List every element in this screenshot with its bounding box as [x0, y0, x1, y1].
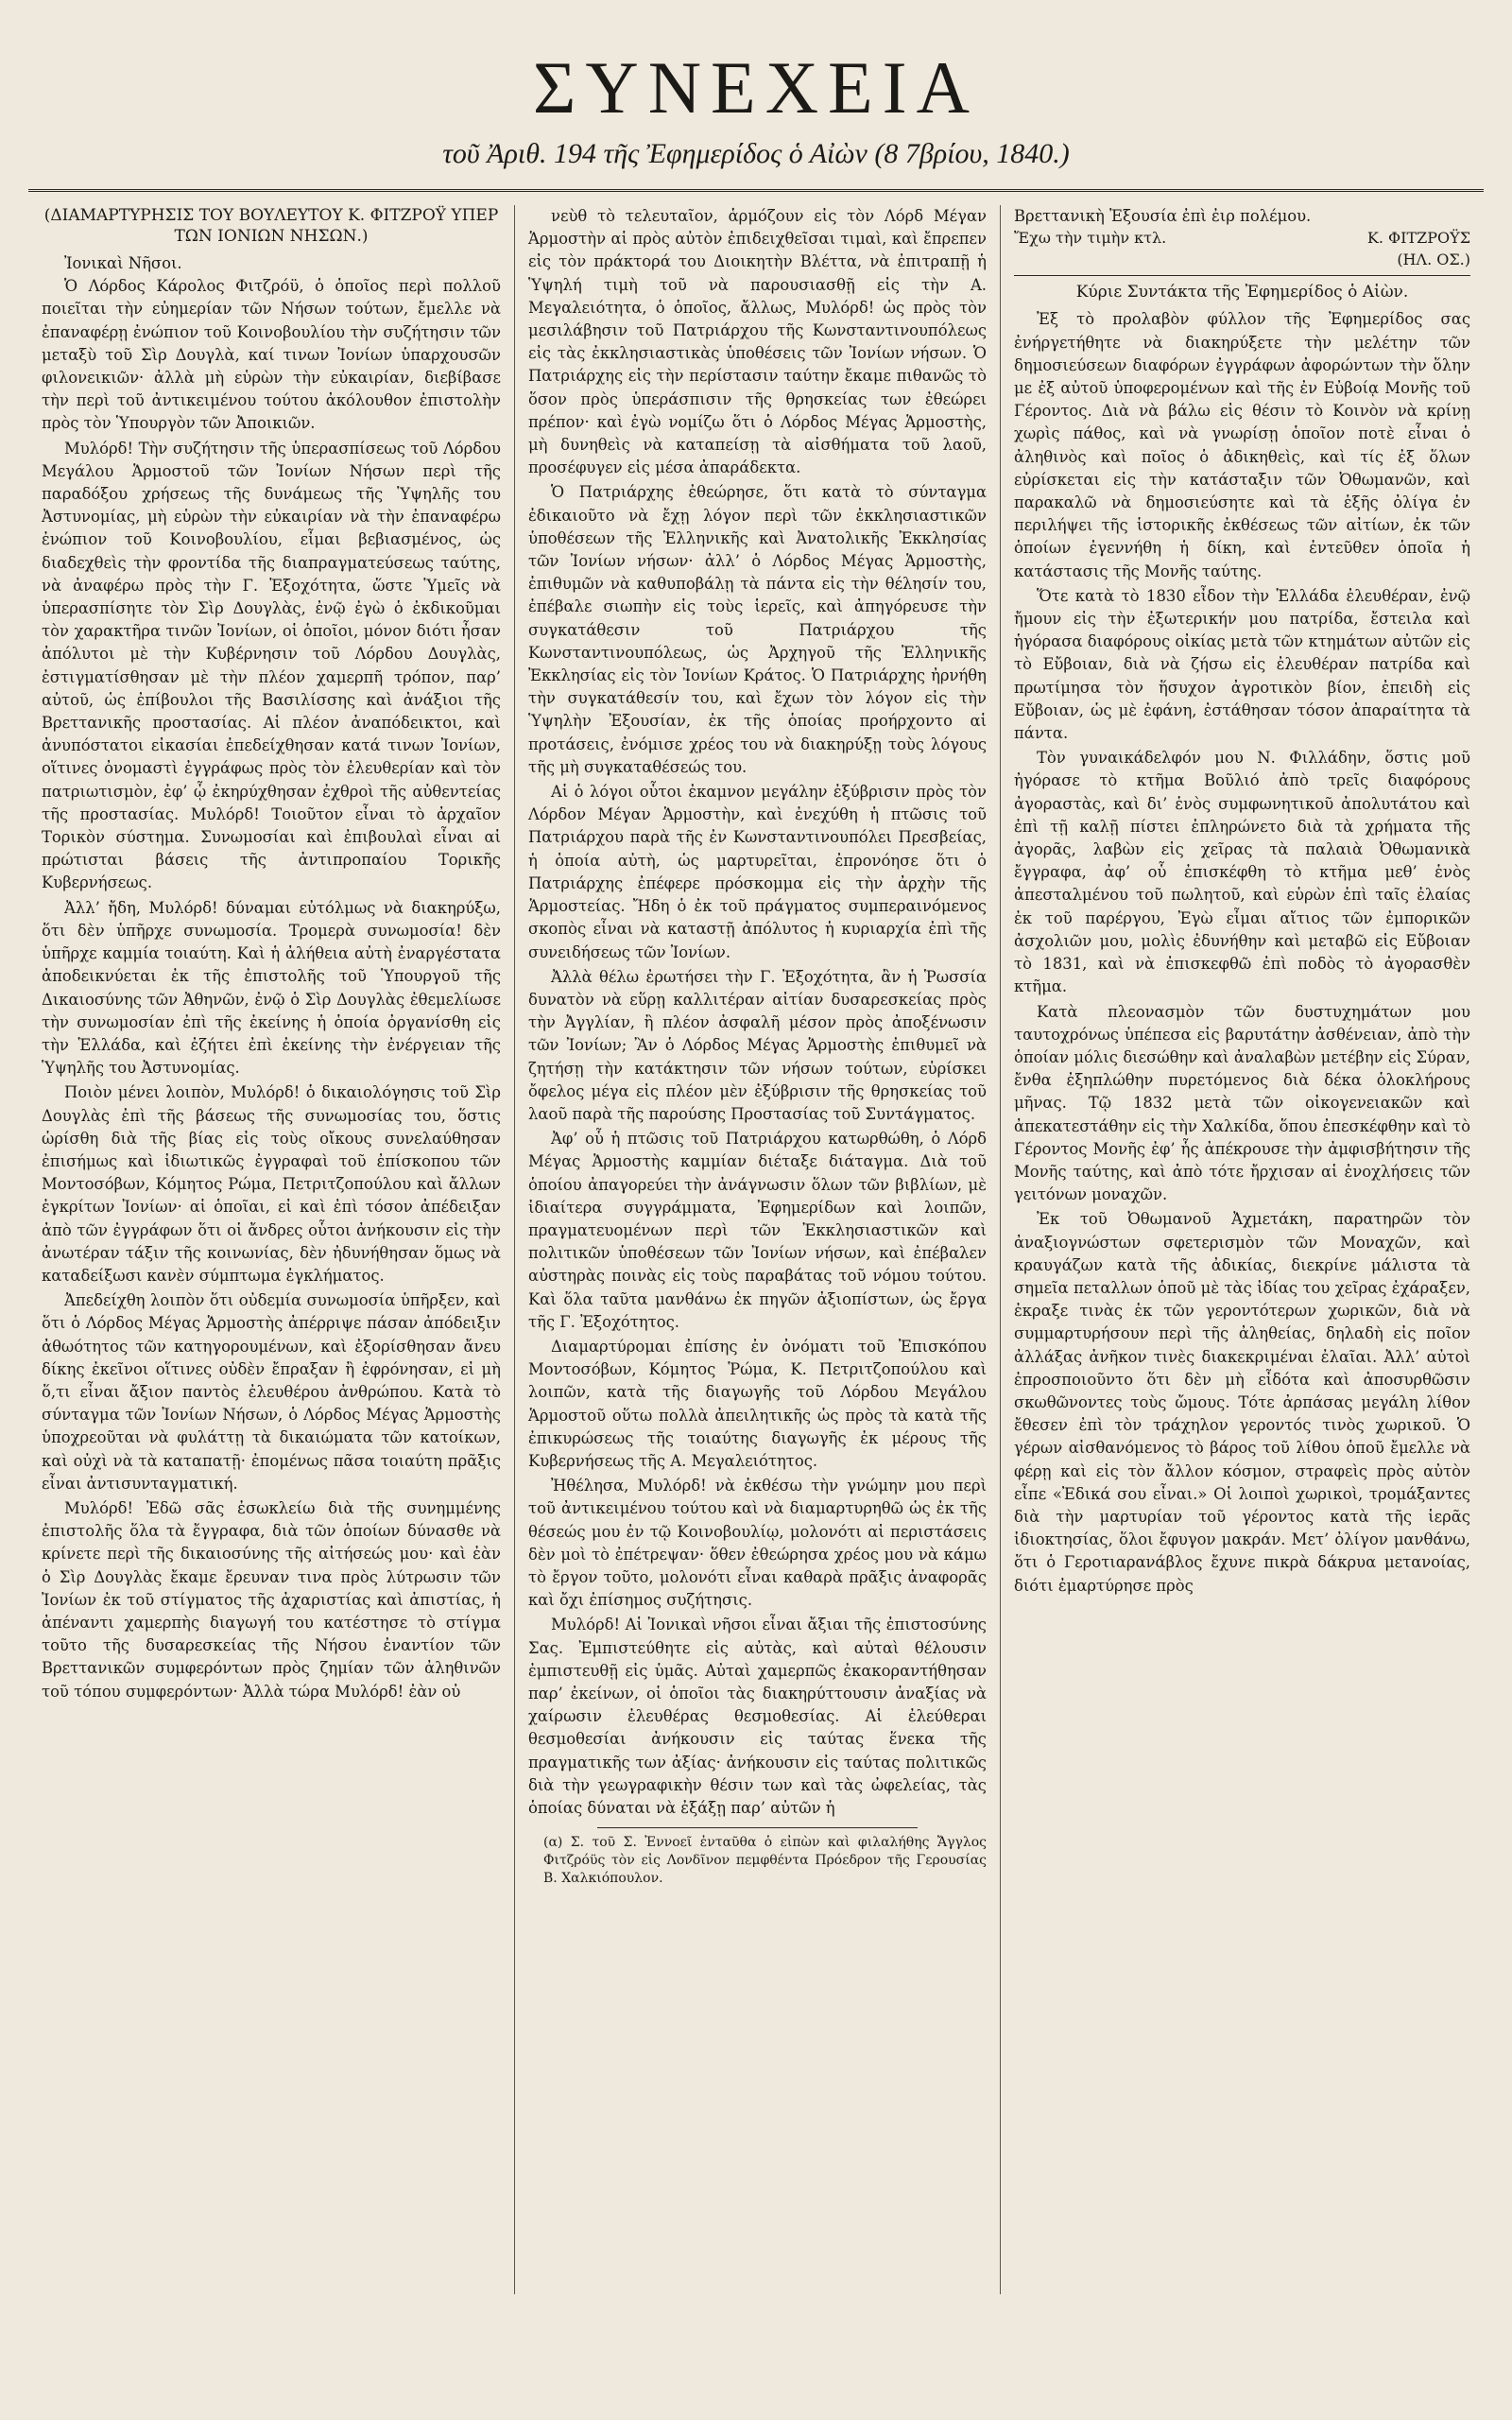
paragraph: Ἀλλ’ ἤδη, Μυλόρδ! δύναμαι εὐτόλμως νὰ διακηρύξω, ὅτι δὲν ὑπῆρχε συνωμοσία. Τρομερὰ συνωμοσία! δὲν ὑπῆρχε καμμία τοιαύτη. Καὶ ἡ ἀλήθεια αὐτὴ ἐναργέστατα ἀποδεικνύεται ἐκ τῆς ἐπιστολῆς τοῦ Ὑπουργοῦ τῆς Δικαιοσύνης τῶν Ἀθηνῶν, ἐνῷ ὁ Σὶρ Δουγλὰς ἐθεμελίωσε τὴν συνωμοσίαν ἐπὶ τῆς ἐκείνης ἡ ὁποία ὀργανίσθη εἰς τὴν Ἑλλάδα, καὶ ἐζήτει ἐπὶ ἐκείνης τὴν ἐνέργειαν τῆς Ὑψηλῆς του Ἀστυνομίας.: [42, 898, 501, 1078]
paragraph: Ἐξ τὸ προλαβὸν φύλλον τῆς Ἐφημερίδος σας ἐνήργετήθητε νὰ διακηρύξετε τὴν μελέτην τῶν δημοσιεύσεων διαφόρων ἐγγράφων ἀφορώντων τὴν ὅλην με ἐξ αὐτοῦ ὑποφερομένων καὶ τῆς ἐν Εὐβοίᾳ Μονῆς τοῦ Γέροντος. Διὰ νὰ βάλω εἰς θέσιν τὸ Κοινὸν νὰ κρίνῃ χωρὶς πάθος, καὶ νὰ γνωρίσῃ ὁποῖον ποτὲ εἶναι ὁ ἀληθινὸς καὶ ποῖος ὁ ἀδικηθεὶς, καὶ τίς ἐξ ὅλων εὐρίσκεται εἰς τὴν κατάσταξιν τῶν Ὀθωμανῶν, καὶ παρακαλῶ νὰ δημοσιεύσητε καὶ τὰ ἑξῆς ὀλίγα ἐν περιλήψει τῆς ἱστορικῆς ἐκθέσεως τῶν αἰτίων, ἐκ τῶν ὁποίων ἐγεννήθη ἡ δίκη, καὶ ἐντεῦθεν ὁποῖα ἡ κατάστασις τῆς Μονῆς ταύτης.: [1014, 310, 1470, 580]
column-2: [514, 205, 1000, 2294]
paragraph: Τὸν γυναικάδελφόν μου Ν. Φιλλάδην, ὅστις μοῦ ἠγόρασε τὸ κτῆμα Βοῦλιό ἀπὸ τρεῖς διαφόρους ἀγοραστὰς, καὶ δι’ ἑνὸς συμφωνητικοῦ ἀπολυτάτου καὶ ἐπὶ τῇ καλῇ πίστει ἐπληρώνετο διὰ τὰ χρήματα τῆς ἀγορᾶς, λαβὼν εἰς χεῖρας τὰ παλαιὰ Ὀθωμανικὰ ἔγγραφα, ἀφ’ οὗ ἐπισκέφθη τὸ κτῆμα μεθ’ ἑνὸς ἀπεσταλμένου τοῦ πωλητοῦ, καὶ εὑρὼν ἐπὶ ταῖς ἐλαίας ἐκ τοῦ παρέργου, Ἐγὼ εἶμαι αἴτιος τῶν ἐμπορικῶν ἀσχολιῶν μου, μολὶς ἐδυνήθην καὶ μεταβῶ εἰς Εὔβοιαν τὸ 1831, καὶ νὰ ἐπισκεφθῶ ἐπὶ ποδὸς τὸ ἀγορασθὲν κτῆμα.: [1014, 749, 1470, 996]
paragraph: Ὁ Πατριάρχης ἐθεώρησε, ὅτι κατὰ τὸ σύνταγμα ἐδικαιοῦτο νὰ ἔχῃ λόγον περὶ τῶν ἐκκλησιαστικῶν ὑποθέσεων τῆς Ἑλληνικῆς καὶ Ἀνατολικῆς Ἐκκλησίας τῶν Ἰονίων νήσων· ἀλλ’ ὁ Λόρδος Μέγας Ἁρμοστὴς, ἐπιθυμῶν νὰ καθυποβάλῃ τὰ πάντα εἰς τὴν θέλησίν του, ἐπέβαλε σιωπὴν εἰς τοὺς ἱερεῖς, καὶ ἀπηγόρευσε τὴν συγκατάθεσιν τοῦ Πατριάρχου τῆς Κωνσταντινουπόλεως, ὡς Ἀρχηγοῦ τῆς Ἑλληνικῆς Ἐκκλησίας εἰς τὸν Ἰονίων Κράτος. Ὁ Πατριάρχης ἠρνήθη τὴν συγκατάθεσίν του, καὶ ἔχων τὸν λόγον εἰς τὴν Ὑψηλὴν Ἐξουσίαν, ἐκ τῆς ὁποίας προήρχοντο αἱ προτάσεις, ἐνόμισε χρέος του νὰ διακηρύξῃ τοὺς λόγους τῆς μὴ συγκαταθέσεώς του.: [528, 483, 987, 776]
letter-heading: Κύριε Συντάκτα τῆς Ἐφημερίδος ὁ Αἰὼν.: [1075, 283, 1409, 302]
masthead-rule: [28, 189, 1484, 192]
masthead: [28, 45, 1484, 170]
footnote: (α) Σ. τοῦ Σ. Ἐννοεῖ ἐνταῦθα ὁ εἰπὼν καὶ φιλαλήθης Ἄγγλος Φιτζρόϋς τὸν εἰς Λονδῖνον πεμφθέντα Πρόεδρον τῆς Γερουσίας Β. Χαλκιόπουλον.: [543, 1835, 987, 1887]
paragraph: Ἠθέλησα, Μυλόρδ! νὰ ἐκθέσω τὴν γνώμην μου περὶ τοῦ ἀντικειμένου τούτου καὶ νὰ διαμαρτυρηθῶ ὡς ἐκ τῆς θέσεώς μου ἐν τῷ Κοινοβουλίῳ, μολονότι αἱ περιστάσεις δὲν μοὶ τὸ ἐπέτρεψαν· ὅθεν ἐθεώρησα χρέος μου νὰ κάμω τὸ ἔργον τοῦτο, μολονότι εἶναι καθαρὰ πρᾶξις ἀναφορᾶς καὶ ὄχι ἐπίσημος συζήτησις.: [528, 1477, 987, 1610]
footnote-rule: [597, 1827, 919, 1828]
paragraph: Ὅτε κατὰ τὸ 1830 εἶδον τὴν Ἑλλάδα ἐλευθέραν, ἐνῷ ἤμουν εἰς τὴν ἐξωτερικήν μου πατρίδα, ἔστειλα καὶ ἡγόρασα διαφόρους οἰκίας μετὰ τῶν κτημάτων αὐτῶν εἰς τὸ Εὔβοιαν, διὰ νὰ ζήσω εἰς ἐλευθέραν πατρίδα καὶ πρωτίμησα τὸν ἥσυχον ἀγροτικὸν βίον, ἐπειδὴ εἰς Εὔβοιαν, ὡς μὲ ἐφάνη, ἐστάθησαν τόσον ἀπαραίτητα τὰ πάντα.: [1014, 586, 1470, 743]
column-3: [1000, 205, 1484, 2294]
paragraph: Ποιὸν μένει λοιπὸν, Μυλόρδ! ὁ δικαιολόγησις τοῦ Σὶρ Δουγλὰς ἐπὶ τῆς βάσεως τῆς συνωμοσίας του, ὅστις ὡρίσθη διὰ τῆς βίας εἰς τοὺς οἴκους συνελαύθησαν ἐπισήμως καὶ ἰδιωτικῶς ἐγγραφαὶ τοῦ ἐπίσκοπου τῶν Μοντοσόβων, Κόμητος Ρώμα, Πετριτζοπούλου καὶ ἄλλων ἐγκρίτων Ἰονίων· αἱ ὁποῖαι, εἰ καὶ ἐπὶ τόσον ἀπέδειξαν ἀπὸ τῶν ἐγγράφων ὅτι οἱ ἄνδρες οὗτοι ἀνήκουσιν εἰς τὴν ἀνωτέραν τάξιν τῆς κοινωνίας, δὲν ἠδυνήθησαν ὅμως νὰ καταδείξωσι κανὲν σύμπτωμα ἐγκλήματος.: [42, 1083, 501, 1285]
paragraph: Μυλόρδ! Ἐδῶ σᾶς ἐσωκλείω διὰ τῆς συνημμένης ἐπιστολῆς ὅλα τὰ ἔγγραφα, διὰ τῶν ὁποίων δύνασθε νὰ κρίνετε περὶ τῆς δικαιοσύνης τῆς αἰτήσεώς μου· καὶ ἐὰν ὁ Σὶρ Δουγλὰς ἔκαμε ἔρευναν τινα πρὸς λύτρωσιν τῶν Ἰονίων ἐκ τοῦ στίγματος τῆς ἀχαριστίας καὶ ἀπιστίας, ἡ ἀπέναντι χαμερπὴς διαγωγή του κατέστησε τὸ στίγμα τοῦτο τῆς δυσαρεσκείας τῆς Νήσου ἐναντίον τῶν Βρεττανικῶν συμφερόντων πρὸς ζημίαν τῶν ἀληθινῶν τοῦ τόπου συμφερόντων· Ἀλλὰ τώρα Μυλόρδ! ἐὰν οὐ: [42, 1498, 501, 1701]
lead-line: Βρεττανικὴ Ἐξουσία ἐπὶ ἐιρ πολέμου.: [1014, 207, 1312, 225]
paragraph: Ἐκ τοῦ Ὀθωμανοῦ Ἀχμετάκη, παρατηρῶν τὸν ἀναξιογνώστων σφετερισμὸν τῶν Μοναχῶν, καὶ κραυγάζων κατὰ τῆς ἀδικίας, διεκρίνε μάλιστα τὰ σημεῖα πεταλλων ὁποῦ μὲ τὰς ἰδίας του χεῖρας ἐχάραξεν, ἐκραξε τινὰς ἐκ τῶν γεροντότερων χωρικῶν, διὰ νὰ συμμαρτυρήσουν περὶ τῆς ἀληθείας, δηλαδὴ εἰς ποῖον ἀλλάξας ἀνῆκον τινὲς διακεκριμέναι ἐλαῖαι. Ἀλλ’ αὐτοὶ ἐπροσποιοῦντο ὅτι δὲν μὴ εἶδότα καὶ ἀποσυρθῶσιν σκωθῶνοντες τοὺς ὤμους. Τότε ἀρπάσας μεγάλη λίθον ἔθεσεν ἐπὶ τὸν τράχηλον γεροντός τινὸς χωρικοῦ. Ὁ γέρων αἰσθανόμενος τὸ βάρος τοῦ λίθου ὁποῦ ἔμελλε νὰ φέρῃ καὶ εἰς τὸν ἄλλον κόσμον, στραφεὶς πρὸς αὐτὸν εἶπε «Ἐδικά σου εἶναι.» Οἱ λοιποὶ χωρικοὶ, τρομάξαντες διὰ τὴν μαρτυρίαν τοῦ γέροντος κατὰ τῆς ἱερᾶς ἰδιοκτησίας, ὅλοι ἔφυγον μακράν. Μετ’ ὀλίγον μανθάνω, ὅτι ὁ Γεροτιαρανάβλος ἔχυνε πικρὰ δάκρυα μετανοίας, διότι ἐμαρτύρησε πρὸς: [1014, 1210, 1470, 1595]
paragraph: νεὺθ τὸ τελευταῖον, ἁρμόζουν εἰς τὸν Λόρδ Μέγαν Ἁρμοστὴν αἱ πρὸς αὐτὸν ἐπιδειχθεῖσαι τιμαὶ, καὶ ἔπρεπεν εἰς τὸν πράκτορά του Διοικητὴν Βλέττα, νὰ ἐπιτραπῇ ἡ Ὑψηλή τιμὴ τοῦ νὰ παρουσιασθῇ εἰς τὴν Α. Μεγαλειότητα, ὁ ὁποῖος, ἄλλως, Μυλόρδ! ὡς πρὸς τὸν μεσιλάβησιν τοῦ Πατριάρχου τῆς Κωνσταντινουπόλεως εἰς τὰς ἐκκλησιαστικὰς ὑποθέσεις τῶν Ἰονίων νήσων. Ὁ Πατριάρχης εἰς τὴν περίστασιν ταύτην ἔκαμε πιθανῶς τὸ ὅσον πρὸς ὑπεράσπισιν τῆς θρησκείας των ἐθεώρει πρέπον· καὶ ἐγὼ νομίζω ὅτι ὁ Λόρδος Μέγας Ἁρμοστὴς, μὴ δυνηθεὶς νὰ καταπείσῃ τὰ αἰσθήματα τοῦ λαοῦ, προσέφυγεν εἰς μέσα ἀπαράδεκτα.: [528, 207, 987, 477]
page-title: ΣΥΝΕΧΕΙΑ: [533, 46, 979, 129]
paragraph: Κατὰ πλεονασμὸν τῶν δυστυχημάτων μου ταυτοχρόνως ὑπέπεσα εἰς βαρυτάτην ἀσθένειαν, ἀπὸ τὴν ὁποίαν μόλις διεσώθην καὶ ἀναλαβὼν μετέβην εἰς Σύραν, ἔνθα ἐξηπλώθην πυρετόμενος διὰ δέκα ὁλοκλήρους μῆνας. Τῷ 1832 μετὰ τῶν οἰκογενειακῶν καὶ ἀπεκατεστάθην εἰς τὴν Χαλκίδα, ὅπου ἐπεσκέφθην καὶ τὸ Γέροντος Μονῆς ἐφ’ ἧς ἀπέκρουσε τὴν ἀμφισβήτησιν τῆς Μονῆς ταύτης, καὶ ἀπὸ τότε ἤρχισαν αἱ ἐνοχλήσεις τῶν γειτόνων μοναχῶν.: [1014, 1002, 1470, 1204]
paragraph: Διαμαρτύρομαι ἐπίσης ἐν ὀνόματι τοῦ Ἐπισκόπου Μοντοσόβων, Κόμητος Ῥώμα, Κ. Πετριτζοπούλου καὶ λοιπῶν, κατὰ τῆς διαγωγῆς τοῦ Λόρδου Μεγάλου Ἁρμοστοῦ οὕτω πολλὰ ἀπειλητικῆς ὡς πρὸς τὰ κατὰ τῆς ἐπικυρώσεως τῆς τοιαύτης διαγωγῆς ἐκ μέρους τῆς Κυβερνήσεως τῆς Α. Μεγαλειότητος.: [528, 1337, 987, 1470]
paragraph: Ἀπεδείχθη λοιπὸν ὅτι οὐδεμία συνωμοσία ὑπῆρξεν, καὶ ὅτι ὁ Λόρδος Μέγας Ἁρμοστὴς ἀπέρριψε πάσαν ἀπόδειξιν ἀθωότητος τῶν κατηγορουμένων, καὶ ἐξορίσθησαν ἄνευ δίκης ἐκεῖνοι οἵτινες οὐδὲν ἔπραξαν ἢ ἐφρόνησαν, εἰ μὴ ὅ,τι εἶναι ἄξιον παντὸς ἐλευθέρου ἀνθρώπου. Κατὰ τὸ σύνταγμα τῶν Ἰονίων Νήσων, ὁ Λόρδος Μέγας Ἁρμοστὴς ὑποχρεοῦται νὰ φυλάττῃ τὰ δικαιώματα τῶν κατοίκων, καὶ οὐχὶ νὰ τὰ καταπατῇ· ἐπομένως πᾶσα τοιαύτη πρᾶξις εἶναι ἀντισυνταγματική.: [42, 1291, 501, 1493]
paragraph: Μυλόρδ! Αἱ Ἰονικαὶ νῆσοι εἶναι ἄξιαι τῆς ἐπιστοσύνης Σας. Ἐμπιστεύθητε εἰς αὐτὰς, καὶ αὐταὶ θέλουσιν ἐμπιστευθῇ εἰς ὑμᾶς. Αὐταὶ χαμερπῶς ἐκακοραντήθησαν παρ’ ἐκείνων, οἱ ὁποῖοι τὰς διακηρύττουσιν ἀναξίας νὰ χαίρωσιν ἐλευθέρας θεσμοθεσίας. Αἱ ἐλεύθεραι θεσμοθεσίαι ἀνήκουσιν εἰς ταύτας ἕνεκα τῆς πραγματικῆς των ἀξίας· ἀνήκουσιν εἰς ταύτας πολιτικῶς διὰ τὴν γεωγραφικὴν θέσιν των καὶ τὰς ὠφελείας, τὰς ὁποίας δύναται νὰ ἐξάξῃ παρ’ αὐτῶν ἡ: [528, 1616, 987, 1818]
paragraph: Ἀφ’ οὗ ἡ πτῶσις τοῦ Πατριάρχου κατωρθώθη, ὁ Λόρδ Μέγας Ἁρμοστὴς καμμίαν διέταξε διάταγμα. Διὰ τοῦ ὁποίου ἀπαγορεύει τὴν ἀνάγνωσιν ὅλων τῶν βιβλίων, μὲ ἰδιαίτερα συγγράμματα, Ἐφημερίδων καὶ λοιπῶν, πραγματευομένων περὶ τῶν Ἐκκλησιαστικῶν καὶ πολιτικῶν ὑποθέσεων τῶν Ἰονίων νήσων, καὶ ἐπέβαλεν αὐστηρὰς ποινὰς εἰς τοὺς παραβάτας τοῦ νόμου τούτου. Καὶ ὅλα ταῦτα μανθάνω ἐκ πηγῶν ἀξιοπίστων, ὡς ἔργα τῆς Γ. Ἐξοχότητος.: [528, 1130, 987, 1331]
columns: [28, 205, 1484, 2294]
signature-block: [1014, 228, 1470, 249]
signature-address: (ΗΛ. ΟΣ.): [1397, 251, 1470, 269]
article-heading: (ΔΙΑΜΑΡΤΥΡΗΣΙΣ ΤΟΥ ΒΟΥΛΕΥΤΟΥ Κ. ΦΙΤΖΡΟΫ ΥΠΕΡ ΤΩΝ ΙΟΝΙΩΝ ΝΗΣΩΝ.): [43, 206, 499, 246]
paragraph: Αἱ ὁ λόγοι οὗτοι ἐκαμνον μεγάλην ἐξύβρισιν πρὸς τὸν Λόρδον Μέγαν Ἁρμοστὴν, καὶ ἐνεχύθη ἡ πτῶσις τοῦ Πατριάρχου παρὰ τῆς ἐν Κωνσταντινουπόλει Πρεσβείας, ἡ ὁποία αὐτὴ, ὡς μαρτυρεῖται, ἐπρονόησε ὅτι ὁ Πατριάρχης ἐπέφερε πρόσκομμα εἰς τὴν ἀρχὴν τῆς Ἁρμοστείας. Ἤδη ὁ ἐκ τοῦ πράγματος συμπεραινόμενος σκοπὸς εἶναι νὰ καταστῇ ἀπόλυτος ἡ κυριαρχία ἐπὶ τῆς συνειδήσεως τῶν Ἰονίων.: [528, 783, 987, 961]
paragraph: Ἀλλὰ θέλω ἐρωτήσει τὴν Γ. Ἐξοχότητα, ἂν ἡ Ῥωσσία δυνατὸν νὰ εὕρῃ καλλιτέραν αἰτίαν δυσαρεσκείας πρὸς τὴν Ἀγγλίαν, ἢ πλέον ἀσφαλῆ μέσον πρὸς ἀποξένωσιν τῶν Ἰονίων; Ἂν ὁ Λόρδος Μέγας Ἁρμοστὴς ἐπιθυμεῖ νὰ ζητήσῃ τὴν κατάκτησιν τῶν νήσων τούτων, εὑρίσκει ὄφελος μέγα εἰς πλέον μὲν ἐξύβρισιν τῆς θρησκείας τοῦ λαοῦ παρὰ τῆς παρούσης Προστασίας τοῦ Συντάγματος.: [528, 967, 987, 1123]
column-1: [28, 205, 514, 2294]
paragraph: Μυλόρδ! Τὴν συζήτησιν τῆς ὑπερασπίσεως τοῦ Λόρδου Μεγάλου Ἁρμοστοῦ τῶν Ἰονίων Νήσων περὶ τῆς παραδόξου χρήσεως τῆς δυνάμεως τῆς Ὑψηλῆς του Ἀστυνομίας, μὴ εὑρὼν τὴν εὐκαιρίαν νὰ τὴν ἐπαναφέρω ἐνώπιον τοῦ Κοινοβουλίου, εἶμαι βεβιασμένος, ὡς διαδεχθεὶς τὴν φροντίδα τῆς διαπραγματεύσεως ταύτης, νὰ ἀναφέρω πρὸς τὴν Γ. Ἐξοχότητα, ὥστε Ὑμεῖς νὰ ὑπερασπίσητε τὸν Σὶρ Δουγλὰς, ἐνῷ ἐγὼ ὁ ἐκδικοῦμαι τὸν χαρακτῆρα τινῶν Ἰονίων, οἱ ὁποῖοι, μόνον διότι ἦσαν ἀπόλυτοι μὲ τὴν Κυβέρνησιν τοῦ Λόρδου Δουγλὰς, ἐστιγματίσθησαν μὲ τὴν πλέον χαμερπῆ τρόπον, παρ’ αὐτοῦ, ὡς ἐπίβουλοι τῆς Βασιλίσσης καὶ ἀνάξιοι τῆς Βρεττανικῆς προστασίας. Αἱ πλέον ἀναπόδεικτοι, καὶ ἀνυπόστατοι εἰκασίαι ἐπεδείχθησαν κατά τινων Ἰονίων, οἵτινες ὀνομαστὶ ἐγγράφως πρὸς τὸν ἐλευθερίαν καὶ τὸν πατριωτισμὸν, ἐφ’ ᾧ ἐκηρύχθησαν ἐχθροὶ τῆς αὐθεντείας τῆς προστασίας. Μυλόρδ! Τοιοῦτον εἶναι τὸ ἀρχαῖον Τορικὸν σύστημα. Συνωμοσίαι καὶ ἐπιβουλαὶ εἶναι αἱ πρώτισται βάσεις τῆς ἀντιπροπαίου Τορικῆς Κυβερνήσεως.: [42, 439, 501, 892]
section-divider: [1014, 275, 1470, 276]
page-subtitle: τοῦ Ἀριθ. 194 τῆς Ἐφημερίδος ὁ Αἰὼν (8 7βρίου, 1840.): [442, 138, 1070, 169]
closing-line: Ἔχω τὴν τιμὴν κτλ.: [1014, 229, 1167, 248]
paragraph: Ὁ Λόρδος Κάρολος Φιτζρόϋ, ὁ ὁποῖος περὶ πολλοῦ ποιεῖται τὴν εὐημερίαν τῶν Νήσων τούτων, ἔμελλε νὰ ἐπαναφέρῃ ἐνώπιον τοῦ Κοινοβουλίου τὴν συζήτησιν τῶν μεταξὺ τοῦ Σὶρ Δουγλὰ, καί τινων Ἰονίων ὑπαρχουσῶν φιλονεικιῶν· ἀλλὰ μὴ εὑρὼν τὴν εὐκαιρίαν, διεβίβασε τὴν περὶ τοῦ ἀντικειμένου τούτου ἀκόλουθον ἐπιστολὴν πρὸς τὸν Ὑπουργὸν τῶν Ἀποικιῶν.: [42, 277, 501, 433]
salutation: Ἰονικαὶ Νῆσοι.: [64, 254, 182, 272]
signature-name: Κ. ΦΙΤΖΡΟΫΣ: [1366, 229, 1470, 248]
